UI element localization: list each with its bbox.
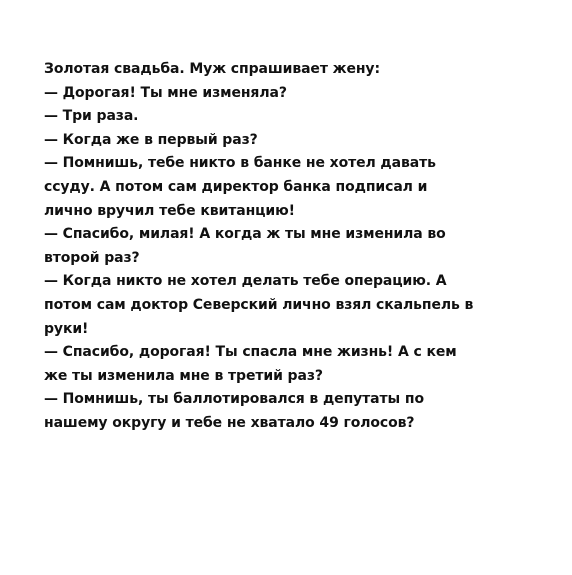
joke-line: руки! [44, 320, 89, 337]
joke-line: же ты изменила мне в третий раз? [44, 367, 323, 384]
joke-line-punchline: нашему округу и тебе не хватало 49 голосов? [44, 414, 415, 431]
joke-line: — Дорогая! Ты мне изменяла? [44, 84, 287, 101]
joke-line: потом сам доктор Северский лично взял скальпель в [44, 296, 474, 313]
joke-line: ссуду. А потом сам директор банка подписал и [44, 178, 428, 195]
joke-line-intro: Золотая свадьба. Муж спрашивает жену: [44, 61, 380, 77]
joke-line: — Помнишь, ты баллотировался в депутаты по [44, 391, 424, 408]
joke-line: — Когда никто не хотел делать тебе операцию. А [44, 273, 447, 290]
joke-line: — Когда же в первый раз? [44, 131, 258, 148]
joke-line: — Спасибо, дорогая! Ты спасла мне жизнь! А с кем [44, 344, 457, 361]
joke-line: лично вручил тебе квитанцию! [44, 202, 295, 219]
joke-line: второй раз? [44, 249, 140, 266]
joke-line: — Три раза. [44, 108, 139, 125]
joke-text [44, 58, 554, 436]
joke-line: — Помнишь, тебе никто в банке не хотел давать [44, 155, 436, 172]
joke-line: — Спасибо, милая! А когда ж ты мне изменила во [44, 226, 446, 243]
